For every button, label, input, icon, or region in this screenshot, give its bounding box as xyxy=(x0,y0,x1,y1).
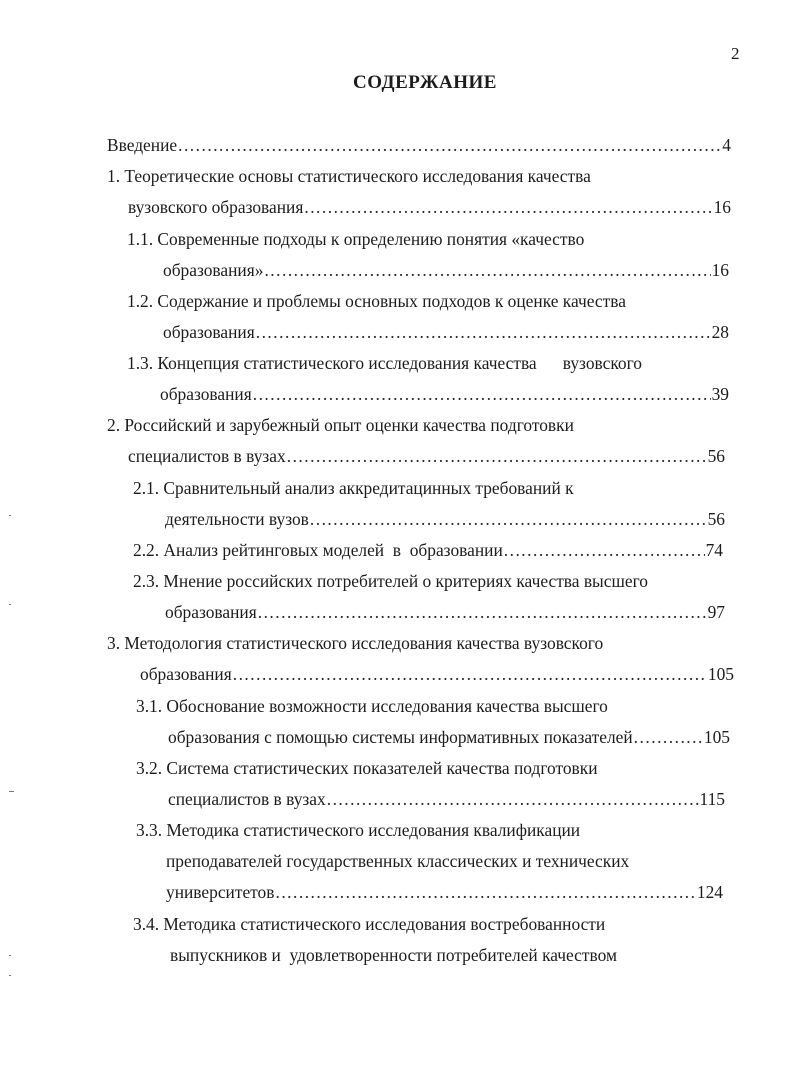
toc-entry-3-3-line1: 3.3. Методика статистического исследования квалификации xyxy=(136,820,581,840)
toc-page-number: 115 xyxy=(699,789,725,809)
dot-leader xyxy=(304,195,712,219)
toc-page-number: 56 xyxy=(707,509,725,529)
toc-entry-2-1-line1: 2.1. Сравнительный анализ аккредитацинных требований к xyxy=(133,478,574,498)
toc-entry-text: Введение xyxy=(107,135,178,155)
toc-entry-text: деятельности вузов xyxy=(165,509,309,529)
scan-mark xyxy=(9,604,11,605)
scan-mark xyxy=(9,975,11,976)
toc-entry-text: университетов xyxy=(166,882,275,902)
toc-page-number: 124 xyxy=(696,882,723,902)
toc-page-number: 97 xyxy=(707,602,725,622)
dot-leader xyxy=(256,320,711,344)
dot-leader xyxy=(258,600,707,624)
toc-entry-text: образования xyxy=(165,602,257,622)
toc-page-number: 16 xyxy=(713,197,731,217)
toc-entry-text: образования» xyxy=(163,260,264,280)
page-title: СОДЕРЖАНИЕ xyxy=(353,72,497,93)
toc-entry-ch2-line1: 2. Российский и зарубежный опыт оценки качества подготовки xyxy=(107,415,574,435)
scan-mark xyxy=(9,955,11,956)
toc-entry-3-4-line2: выпускников и удовлетворенности потребителей качеством xyxy=(170,945,617,965)
toc-entry-2-3-line1: 2.3. Мнение российских потребителей о критериях качества высшего xyxy=(133,571,648,591)
scan-mark xyxy=(9,515,11,516)
toc-page-number: 105 xyxy=(707,664,734,684)
toc-entry-2-1-line2 xyxy=(165,507,725,531)
toc-entry-ch1-line1: 1. Теоретические основы статистического исследования качества xyxy=(107,166,591,186)
toc-entry-text: специалистов в вузах xyxy=(168,789,326,809)
toc-entry-1-3-line1: 1.3. Концепция статистического исследования качества вузовского xyxy=(127,353,642,373)
dot-leader xyxy=(264,258,710,282)
toc-entry-ch3-line2 xyxy=(140,662,734,686)
dot-leader xyxy=(287,444,707,468)
toc-entry-ch2-line2 xyxy=(128,444,725,468)
toc-page-number: 105 xyxy=(703,727,730,747)
toc-page-number: 74 xyxy=(705,540,723,560)
toc-page-number: 56 xyxy=(707,446,725,466)
page-number: 2 xyxy=(731,44,740,63)
toc-page-number: 28 xyxy=(711,322,729,342)
dot-leader xyxy=(275,880,695,904)
toc-entry-3-2-line1: 3.2. Система статистических показателей качества подготовки xyxy=(136,758,598,778)
scan-mark xyxy=(9,791,14,792)
toc-entry-text: образования с помощью системы информативных показателей xyxy=(168,727,633,747)
toc-entry-text: образования xyxy=(160,384,252,404)
toc-entry-1-2-line1: 1.2. Содержание и проблемы основных подходов к оценке качества xyxy=(127,291,626,311)
dot-leader xyxy=(310,507,707,531)
dot-leader xyxy=(253,382,711,406)
dot-leader xyxy=(178,133,721,157)
toc-entry-1-1-line2 xyxy=(163,258,729,282)
toc-entry-text: образования xyxy=(140,664,232,684)
toc-entry-3-3-line2: преподавателей государственных классических и технических xyxy=(166,851,630,871)
toc-entry-3-1-line1: 3.1. Обоснование возможности исследования качества высшего xyxy=(136,696,608,716)
toc-page-number: 39 xyxy=(711,384,729,404)
toc-entry-3-3-line3 xyxy=(166,880,723,904)
toc-entry-text: вузовского образования xyxy=(128,197,304,217)
toc-entry-2-2 xyxy=(133,538,723,562)
toc-entry-1-2-line2 xyxy=(163,320,729,344)
dot-leader xyxy=(233,662,707,686)
toc-entry-ch3-line1: 3. Методология статистического исследования качества вузовского xyxy=(107,633,604,653)
toc-entry-text: 2.2. Анализ рейтинговых моделей в образовании xyxy=(133,540,503,560)
toc-entry-3-2-line2 xyxy=(168,787,725,811)
toc-entry-intro xyxy=(107,133,731,157)
toc-entry-2-3-line2 xyxy=(165,600,725,624)
toc-page-number: 4 xyxy=(722,135,731,155)
toc-page-number: 16 xyxy=(711,260,729,280)
toc-entry-3-1-line2 xyxy=(168,725,730,749)
toc-entry-text: образования xyxy=(163,322,255,342)
dot-leader xyxy=(504,538,705,562)
toc-entry-1-1-line1: 1.1. Современные подходы к определению понятия «качество xyxy=(127,229,585,249)
toc-entry-1-3-line2 xyxy=(160,382,729,406)
dot-leader xyxy=(634,725,703,749)
toc-entry-3-4-line1: 3.4. Методика статистического исследования востребованности xyxy=(133,914,606,934)
toc-entry-text: специалистов в вузах xyxy=(128,446,286,466)
toc-entry-ch1-line2 xyxy=(128,195,731,219)
dot-leader xyxy=(327,787,699,811)
